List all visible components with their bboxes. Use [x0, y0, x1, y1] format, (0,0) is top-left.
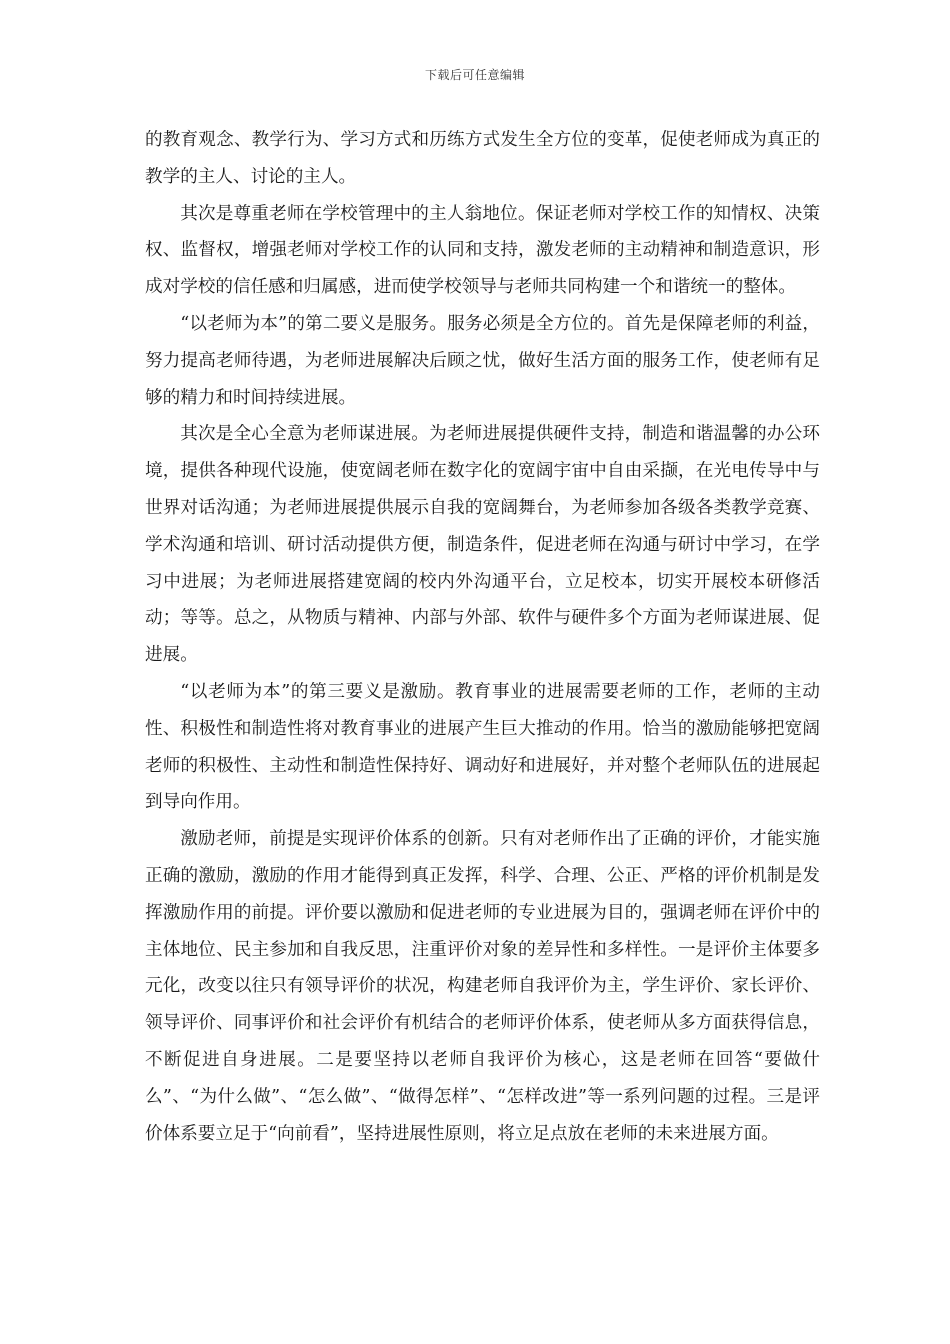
- paragraph-second-meaning-service: “以老师为本”的第二要义是服务。服务必须是全方位的。首先是保障老师的利益，努力提高老师待遇，为老师进展解决后顾之忧，做好生活方面的服务工作，使老师有足够的精力和时间持续进展。: [145, 313, 820, 408]
- paragraph-third-meaning-motivation: “以老师为本”的第三要义是激励。教育事业的进展需要老师的工作，老师的主动性、积极性和制造性将对教育事业的进展产生巨大推动的作用。恰当的激励能够把宽阔老师的积极性、主动性和制造性保持好、调动好和进展好，并对整个老师队伍的进展起到导向作用。: [145, 681, 820, 813]
- document-body: [145, 122, 820, 1152]
- paragraph-continued: 的教育观念、教学行为、学习方式和历练方式发生全方位的变革，促使老师成为真正的教学的主人、讨论的主人。: [145, 130, 820, 187]
- paragraph-teacher-ownership: 其次是尊重老师在学校管理中的主人翁地位。保证老师对学校工作的知情权、决策权、监督权，增强老师对学校工作的认同和支持，激发老师的主动精神和制造意识，形成对学校的信任感和归属感，进而使学校领导与老师共同构建一个和谐统一的整体。: [145, 203, 820, 298]
- paragraph-teacher-development: 其次是全心全意为老师谋进展。为老师进展提供硬件支持，制造和谐温馨的办公环境，提供各种现代设施，使宽阔老师在数字化的宽阔宇宙中自由采撷，在光电传导中与世界对话沟通；为老师进展提供展示自我的宽阔舞台，为老师参加各级各类教学竞赛、学术沟通和培训、研讨活动提供方便，制造条件，促进老师在沟通与研讨中学习，在学习中进展；为老师进展搭建宽阔的校内外沟通平台，立足校本，切实开展校本研修活动；等等。总之，从物质与精神、内部与外部、软件与硬件多个方面为老师谋进展、促进展。: [145, 424, 820, 666]
- paragraph-evaluation-system: 激励老师，前提是实现评价体系的创新。只有对老师作出了正确的评价，才能实施正确的激励，激励的作用才能得到真正发挥，科学、合理、公正、严格的评价机制是发挥激励作用的前提。评价要以激励和促进老师的专业进展为目的，强调老师在评价中的主体地位、民主参加和自我反思，注重评价对象的差异性和多样性。一是评价主体要多元化，改变以往只有领导评价的状况，构建老师自我评价为主，学生评价、家长评价、领导评价、同事评价和社会评价有机结合的老师评价体系，使老师从多方面获得信息，不断促进自身进展。二是要坚持以老师自我评价为核心，这是老师在回答“要做什么”、“为什么做”、“怎么做”、“做得怎样”、“怎样改进”等一系列问题的过程。三是评价体系要立足于“向前看”，坚持进展性原则，将立足点放在老师的未来进展方面。: [145, 829, 820, 1144]
- page-header-note: 下载后可任意编辑: [424, 68, 525, 82]
